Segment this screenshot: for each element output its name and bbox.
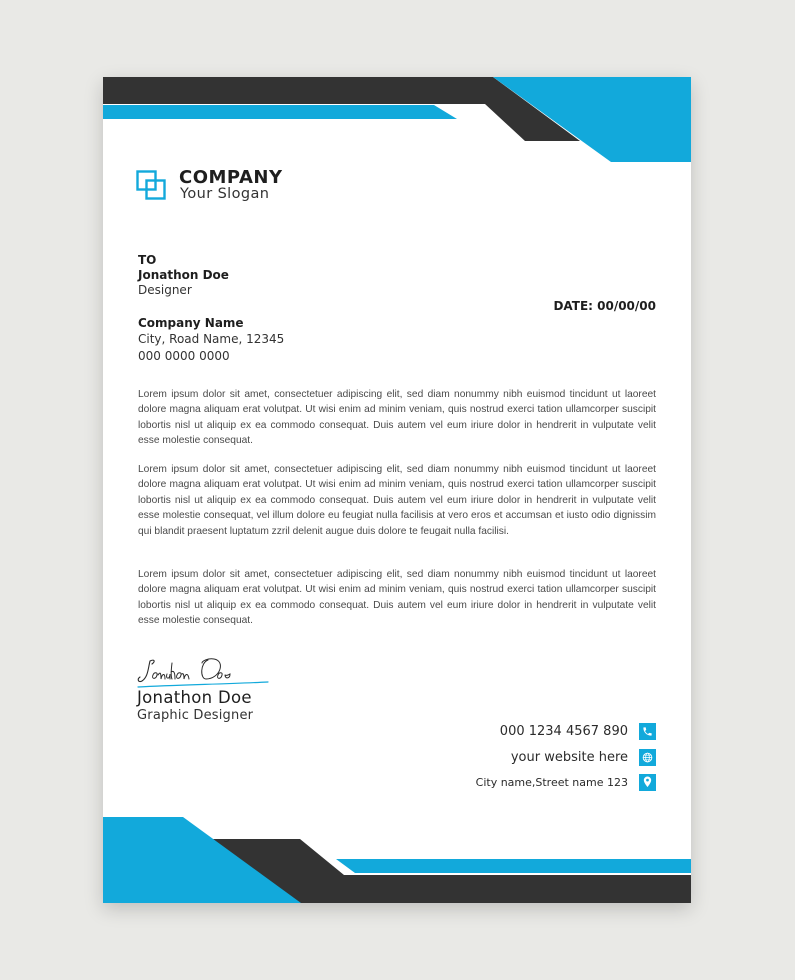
overlapping-squares-icon: [136, 170, 166, 200]
phone-icon: [639, 723, 656, 740]
header-decoration: [103, 77, 691, 172]
recipient-phone: 000 0000 0000: [138, 349, 230, 363]
header-accent-stripe: [103, 105, 457, 119]
company-slogan: Your Slogan: [180, 186, 270, 202]
contact-phone: 000 1234 4567 890: [499, 723, 628, 739]
recipient-address: City, Road Name, 12345: [138, 332, 285, 346]
footer-decoration: [103, 817, 691, 903]
handwritten-signature: [136, 655, 276, 691]
contact-phone-row: [500, 722, 656, 740]
contact-address: City name,Street name 123: [475, 775, 628, 789]
body-paragraph: Lorem ipsum dolor sit amet, consectetuer adipiscing elit, sed diam nonummy nibh euismod tincidunt ut laoreet dolore magna aliquam erat volutpat. Ut wisi enim ad minim veniam, quis nostrud exerci tation ullamcorper suscipit lobortis nisl ut aliquip ex ea commodo consequat. Duis autem vel eum iriure dolor in hendrerit in vulputate velit esse molestie consequat, vel illum dolore eu feugiat nulla facilisis at vero eros et accumsan et iusto odio dignissim qui blandit praesent luptatum zzril delenit augue duis dolore te feugait nulla facilisi.: [138, 464, 656, 537]
contact-website: your website here: [510, 749, 628, 765]
to-label: TO: [138, 253, 157, 267]
body-paragraph: Lorem ipsum dolor sit amet, consectetuer adipiscing elit, sed diam nonummy nibh euismod tincidunt ut laoreet dolore magna aliquam erat volutpat. Ut wisi enim ad minim veniam, quis nostrud exerci tation ullamcorper suscipit lobortis nisl ut aliquip ex ea commodo consequat. Duis autem vel eum iriure dolor in hendrerit in vulputate velit esse molestie consequat.: [138, 569, 656, 627]
signer-name: Jonathon Doe: [137, 688, 252, 707]
globe-icon: [639, 749, 656, 766]
letter-date: DATE: 00/00/00: [553, 299, 656, 313]
signer-title: Graphic Designer: [137, 708, 254, 723]
letterhead-page: [103, 77, 691, 903]
footer-accent-stripe: [336, 859, 691, 873]
contact-website-row: [511, 748, 656, 766]
recipient-block: [138, 253, 284, 365]
recipient-role: Designer: [138, 283, 192, 297]
contact-address-row: [476, 773, 656, 791]
map-pin-icon: [639, 774, 656, 791]
recipient-company: Company Name: [138, 316, 244, 330]
body-paragraph: Lorem ipsum dolor sit amet, consectetuer adipiscing elit, sed diam nonummy nibh euismod tincidunt ut laoreet dolore magna aliquam erat volutpat. Ut wisi enim ad minim veniam, quis nostrud exerci tation ullamcorper suscipit lobortis nisl ut aliquip ex ea commodo consequat. Duis autem vel eum iriure dolor in hendrerit in vulputate velit esse molestie consequat.: [138, 389, 656, 447]
company-name: COMPANY: [179, 167, 283, 188]
recipient-name: Jonathon Doe: [138, 268, 229, 282]
